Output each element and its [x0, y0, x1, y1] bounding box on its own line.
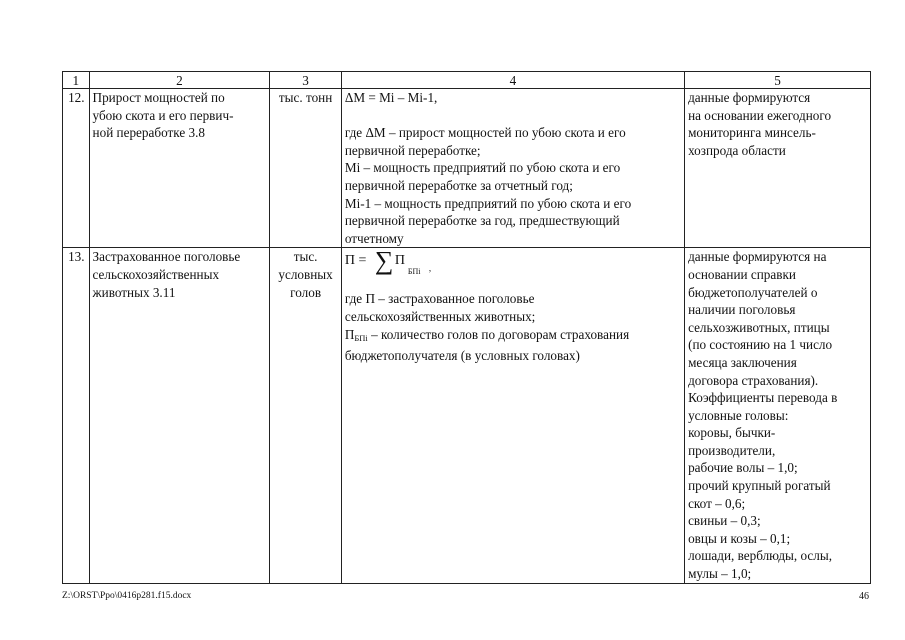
table-header-row	[63, 72, 871, 89]
unit-line: условных	[278, 266, 333, 282]
unit-cell: тыс. тонн	[270, 89, 342, 248]
header-cell: 1	[63, 72, 90, 89]
formula-term: П	[394, 253, 405, 269]
data-source-line: (по состоянию на 1 число	[688, 337, 833, 353]
formula: ΔМ = Мi – Мi-1,	[344, 90, 438, 105]
data-source-line: рабочие волы – 1,0;	[688, 460, 798, 476]
pi-symbol: П	[344, 326, 355, 342]
formula-explanation-line: первичной переработке;	[344, 142, 481, 158]
unit-line: тыс.	[293, 249, 318, 265]
page-number: 46	[859, 591, 869, 602]
unit-cell	[270, 248, 342, 583]
data-source-line: бюджетополучателей о	[688, 284, 818, 300]
row-number: 13.	[63, 248, 90, 583]
data-source-line: скот – 0,6;	[688, 495, 746, 511]
formula-lhs: П =	[344, 253, 367, 269]
formula-explanation-line	[345, 326, 681, 348]
data-source-line: производители,	[688, 442, 776, 458]
header-cell: 5	[685, 72, 871, 89]
data-source-line: овцы и козы – 0,1;	[688, 530, 791, 546]
pi-subscript: БПi	[354, 332, 368, 343]
formula-explanation-line: первичной переработке за отчетный год;	[344, 177, 573, 193]
data-source-line: мулы – 1,0;	[688, 566, 752, 582]
formula-subscript: БПi	[407, 267, 421, 277]
data-source-line: прочий крупный рогатый	[688, 478, 831, 494]
indicator-name-cell	[89, 248, 270, 583]
header-cell: 3	[270, 72, 342, 89]
indicator-name-line: убою скота и его первич-	[92, 107, 234, 123]
data-source-line: мониторинга минсель-	[688, 125, 816, 141]
formula-explanation-line: сельскохозяйственных животных;	[344, 308, 536, 324]
data-source-line: хозпрода области	[688, 142, 786, 158]
sigma-symbol: ∑	[374, 246, 394, 276]
unit-line: голов	[290, 284, 322, 300]
formula-explanation-line: бюджетополучателя (в условных головах)	[344, 348, 580, 364]
data-source-line: сельхозживотных, птицы	[688, 319, 830, 335]
data-source-line: данные формируются на	[688, 249, 827, 265]
data-source-cell	[685, 248, 871, 583]
data-source-cell	[685, 89, 871, 248]
indicator-table	[62, 71, 871, 584]
formula-cell	[341, 89, 684, 248]
formula-explanation-line: где П – застрахованное поголовье	[344, 291, 535, 307]
indicator-name-cell	[89, 89, 270, 248]
formula-comma: ,	[428, 263, 432, 274]
data-source-line: договора страхования).	[688, 372, 819, 388]
sum-formula	[345, 248, 681, 290]
formula-explanation-line: отчетному	[344, 230, 404, 246]
indicator-name-line: животных 3.11	[92, 284, 176, 300]
data-source-line: свиньи – 0,3;	[688, 513, 761, 529]
data-source-line: месяца заключения	[688, 354, 797, 370]
indicator-name-line: сельскохозяйственных	[92, 266, 220, 282]
data-source-line: на основании ежегодного	[688, 107, 832, 123]
table-row-12	[63, 89, 871, 248]
data-source-line: наличии поголовья	[688, 302, 796, 318]
pi-description: – количество голов по договорам страхования	[367, 326, 630, 342]
data-source-line: основании справки	[688, 266, 796, 282]
data-source-line: данные формируются	[688, 90, 811, 105]
formula-cell	[341, 248, 684, 583]
data-source-line: условные головы:	[688, 407, 789, 423]
row-number: 12.	[63, 89, 90, 248]
footer-file-path: Z:\ORST\Ppo\0416p281.f15.docx	[62, 591, 192, 601]
data-source-line: коровы, бычки-	[688, 425, 776, 441]
header-cell: 4	[341, 72, 684, 89]
table-row-13	[63, 248, 871, 583]
indicator-name-line: ной переработке 3.8	[92, 125, 205, 141]
formula-explanation-line: первичной переработке за год, предшествующий	[344, 213, 620, 229]
indicator-name-line: Застрахованное поголовье	[92, 249, 241, 265]
data-source-line: Коэффициенты перевода в	[688, 390, 838, 406]
header-cell: 2	[89, 72, 270, 89]
formula-explanation-line: Мi – мощность предприятий по убою скота и его	[344, 160, 621, 176]
formula-explanation-line: Мi-1 – мощность предприятий по убою скота и его	[344, 195, 632, 211]
indicator-name-line: Прирост мощностей по	[92, 90, 225, 105]
data-source-line: лошади, верблюды, ослы,	[688, 548, 833, 564]
formula-explanation-line: где ΔМ – прирост мощностей по убою скота и его	[344, 125, 626, 141]
